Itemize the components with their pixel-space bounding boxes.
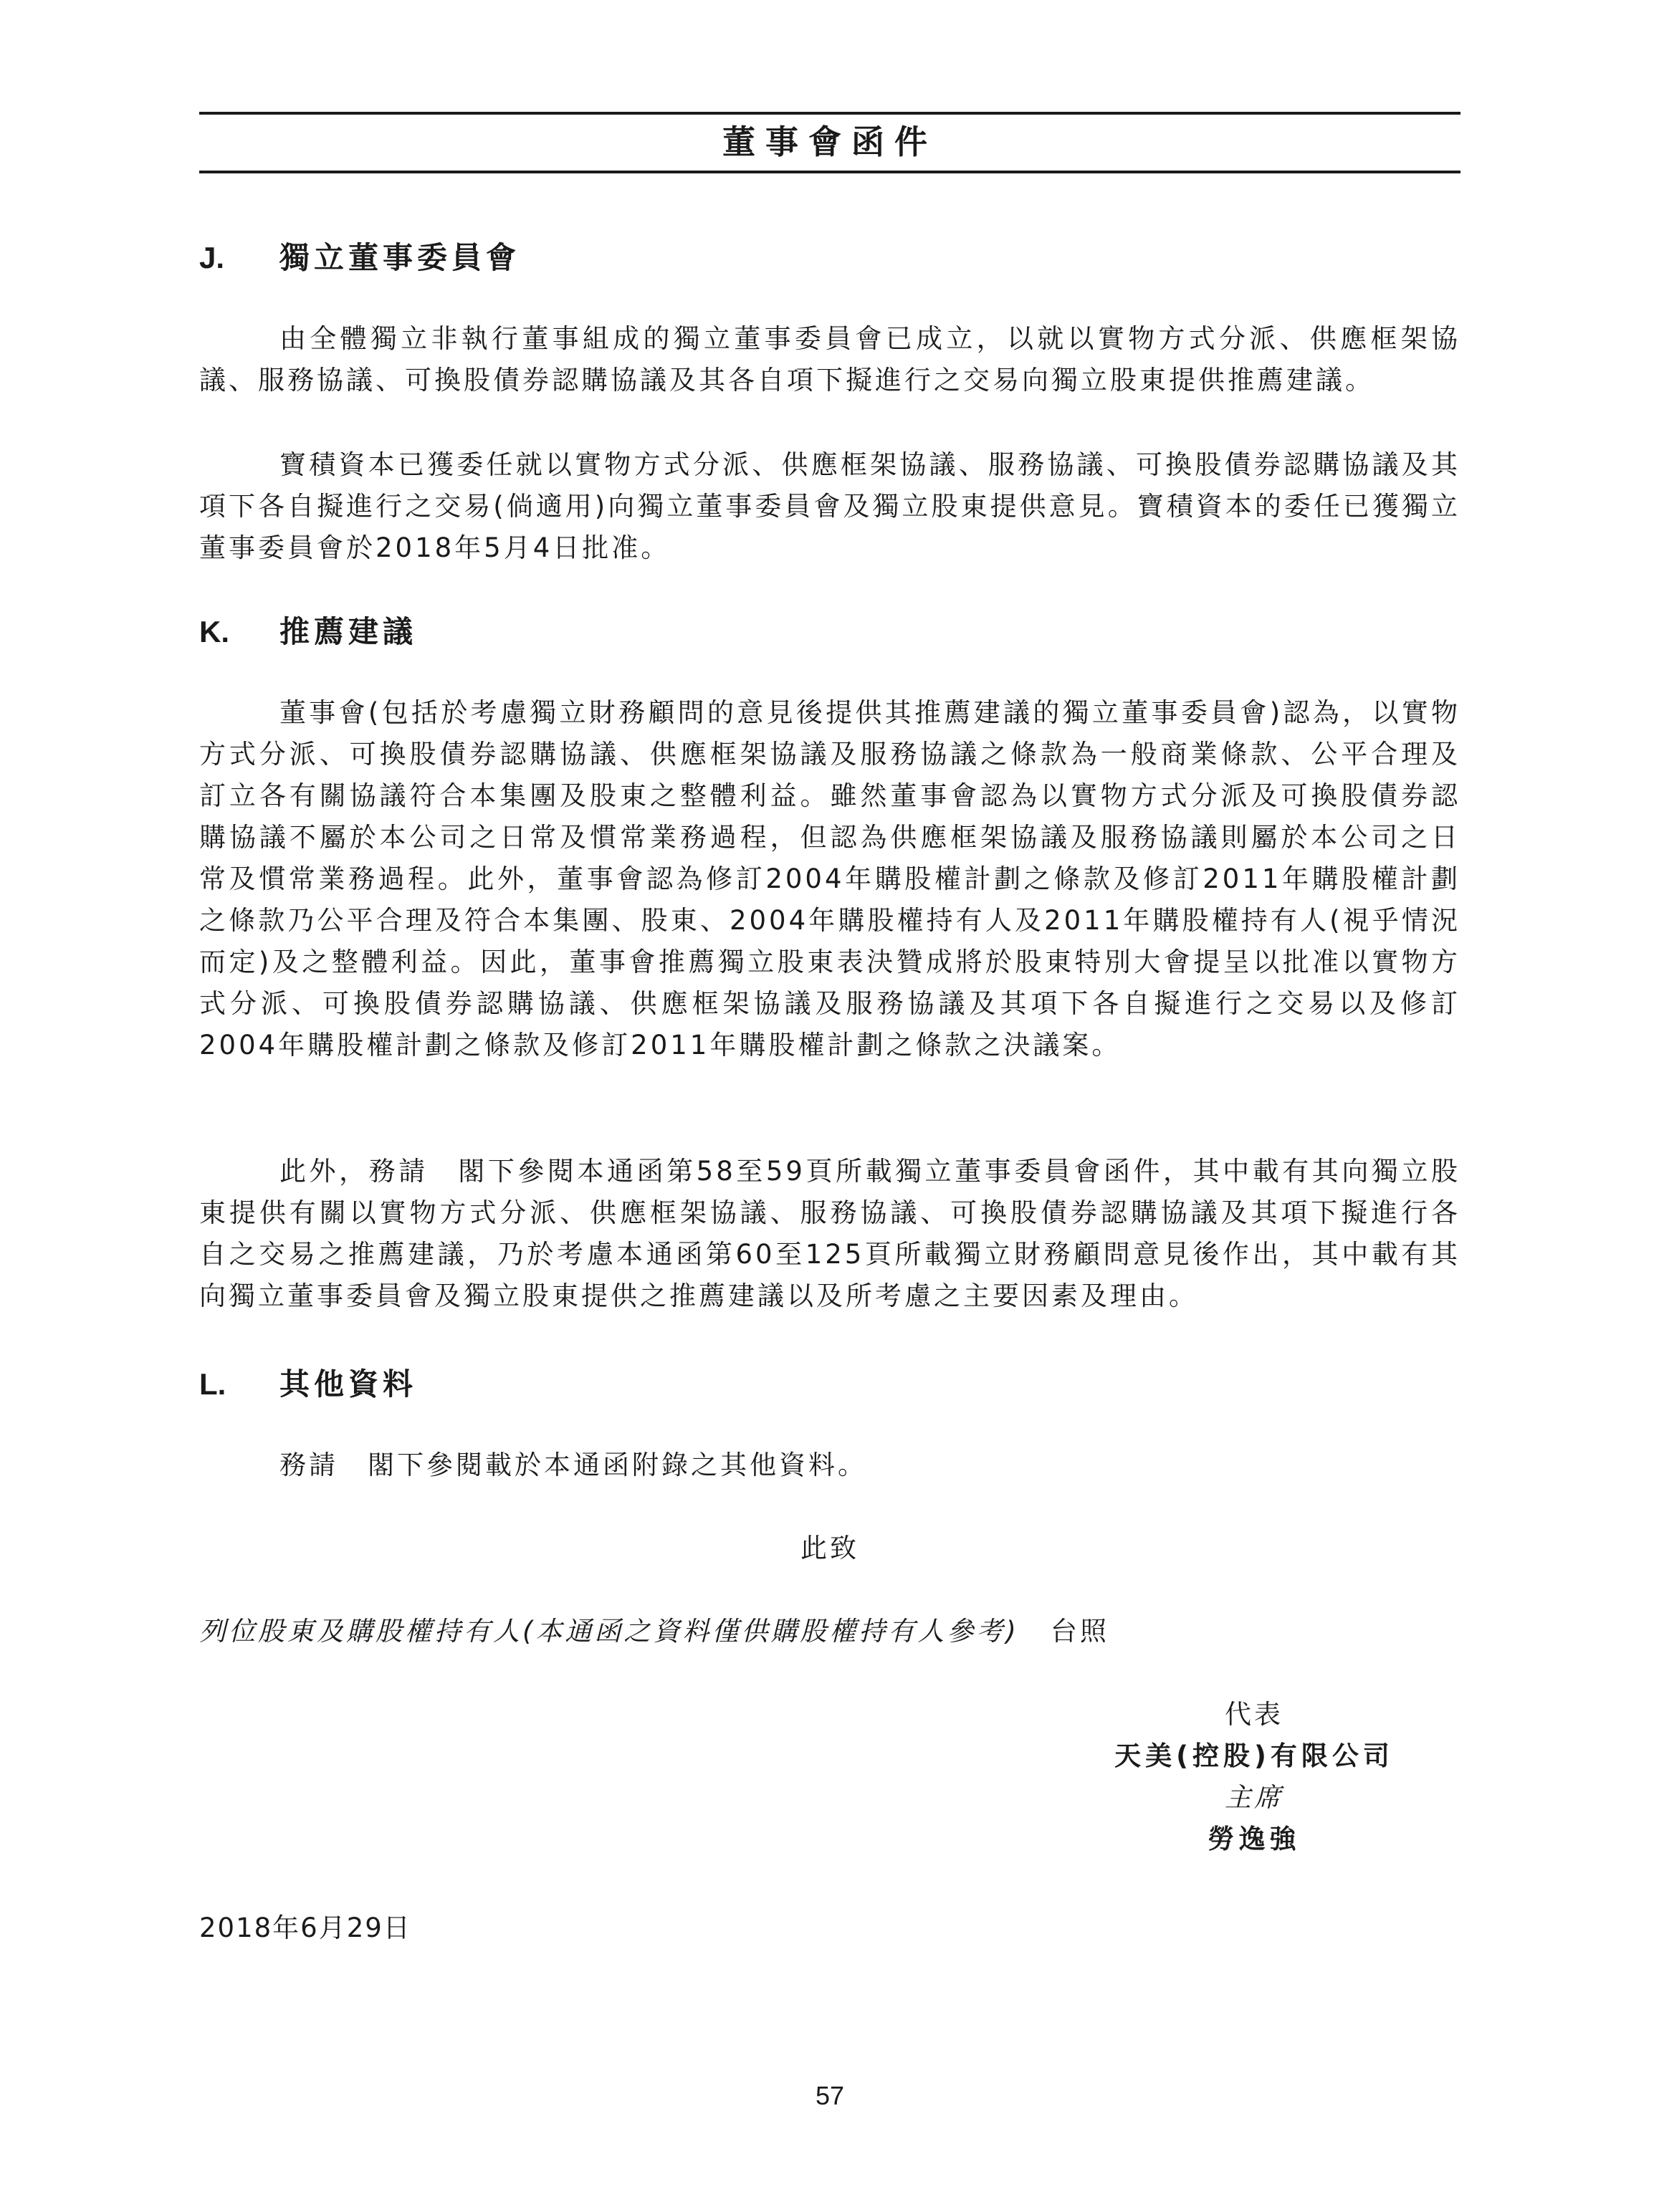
section-l-heading: [199, 1363, 417, 1406]
section-k-paragraph-2: 此外，務請 閣下參閱本通函第58至59頁所載獨立董事委員會函件，其中載有其向獨立股東提供有關以實物方式分派、供應框架協議、服務協議、可換股債券認購協議及其項下擬進行各自之交易之推薦建議，乃於考慮本通函第60至125頁所載獨立財務顧問意見後作出，其中載有其向獨立董事委員會及獨立股東提供之推薦建議以及所考慮之主要因素及理由。: [199, 1156, 1460, 1311]
header-top-rule: [199, 112, 1460, 115]
section-l-title: 其他資料: [279, 1366, 418, 1402]
document-date: 2018年6月29日: [199, 1912, 411, 1943]
section-k-title: 推薦建議: [279, 614, 418, 649]
section-j-paragraph-2: 寶積資本已獲委任就以實物方式分派、供應框架協議、服務協議、可換股債券認購協議及其項下各自擬進行之交易(倘適用)向獨立董事委員會及獨立股東提供意見。寶積資本的委任已獲獨立董事委員會於2018年5月4日批准。: [199, 449, 1460, 563]
header-bottom-rule: [199, 171, 1460, 173]
page-header-title: 董事會函件: [722, 123, 937, 161]
closing-addressee-suffix: 台照: [1050, 1616, 1109, 1647]
section-k-heading: [199, 611, 417, 653]
section-j-heading: [199, 236, 520, 279]
signature-name: 勞逸強: [1208, 1824, 1301, 1854]
closing-addressee-line: [199, 1611, 1109, 1652]
signature-position: 主席: [1225, 1782, 1283, 1813]
signature-on-behalf: 代表: [1225, 1699, 1283, 1730]
closing-addressee: 列位股東及購股權持有人(本通函之資料僅供購股權持有人參考): [199, 1616, 1019, 1647]
signature-company: 天美(控股)有限公司: [1114, 1741, 1394, 1771]
section-l-paragraph-1: 務請 閣下參閱載於本通函附錄之其他資料。: [279, 1450, 867, 1480]
section-l-letter: L.: [199, 1367, 226, 1401]
page-number: 57: [815, 2081, 845, 2110]
section-j-paragraph-1: 由全體獨立非執行董事組成的獨立董事委員會已成立，以就以實物方式分派、供應框架協議、服務協議、可換股債券認購協議及其各自項下擬進行之交易向獨立股東提供推薦建議。: [199, 323, 1460, 396]
section-j-letter: J.: [199, 241, 225, 274]
section-j-title: 獨立董事委員會: [279, 240, 521, 275]
signature-block: [1104, 1694, 1405, 1860]
section-k-letter: K.: [199, 615, 229, 648]
section-k-paragraph-1: 董事會(包括於考慮獨立財務顧問的意見後提供其推薦建議的獨立董事委員會)認為，以實物方式分派、可換股債券認購協議、供應框架協議及服務協議之條款為一般商業條款、公平合理及訂立各有關協議符合本集團及股東之整體利益。雖然董事會認為以實物方式分派及可換股債券認購協議不屬於本公司之日常及慣常業務過程，但認為供應框架協議及服務協議則屬於本公司之日常及慣常業務過程。此外，董事會認為修訂2004年購股權計劃之條款及修訂2011年購股權計劃之條款乃公平合理及符合本集團、股東、2004年購股權持有人及2011年購股權持有人(視乎情況而定)及之整體利益。因此，董事會推薦獨立股東表決贊成將於股東特別大會提呈以批准以實物方式分派、可換股債券認購協議、供應框架協議及服務協議及其項下各自擬進行之交易以及修訂2004年購股權計劃之條款及修訂2011年購股權計劃之條款之決議案。: [199, 697, 1460, 1060]
closing-salutation: 此致: [800, 1533, 859, 1564]
